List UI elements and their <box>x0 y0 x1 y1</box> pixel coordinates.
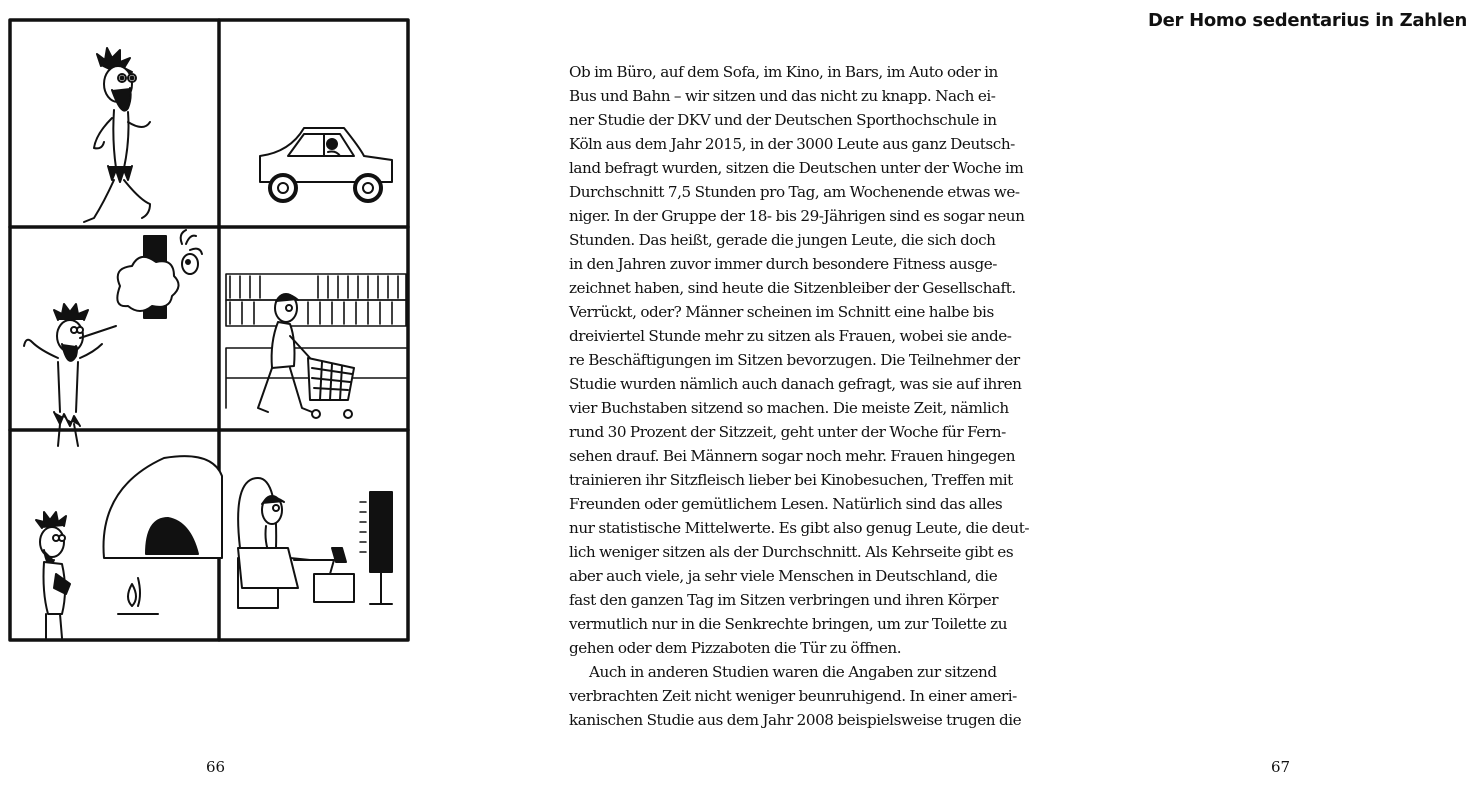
text-line: re Beschäftigungen im Sitzen bevorzugen. Die Teilnehmer der <box>569 351 1020 369</box>
text-line: verbrachten Zeit nicht weniger beunruhigend. In einer ameri- <box>569 687 1017 705</box>
text-line: Stunden. Das heißt, gerade die jungen Leute, die sich doch <box>569 231 996 249</box>
text-line: Freunden oder gemütlichem Lesen. Natürlich sind das alles <box>569 495 1003 513</box>
page-number-right: 67 <box>1271 758 1291 776</box>
text-line: sehen drauf. Bei Männern sogar noch mehr. Frauen hingegen <box>569 447 1016 465</box>
text-line: gehen oder dem Pizzaboten die Tür zu öffnen. <box>569 639 902 657</box>
comic-panel-caveman-hunting <box>24 230 202 446</box>
body-text <box>569 60 1030 732</box>
comic-panel-tv <box>238 478 392 608</box>
text-line: Verrückt, oder? Männer scheinen im Schnitt eine halbe bis <box>569 303 994 321</box>
text-line: dreiviertel Stunde mehr zu sitzen als Frauen, wobei sie ande- <box>569 327 1012 345</box>
comic-panel-cave <box>36 456 222 638</box>
left-page <box>0 0 500 800</box>
comic-illustration <box>8 18 410 642</box>
text-line: vermutlich nur in die Senkrechte bringen, um zur Toilette zu <box>569 615 1008 633</box>
text-line: trainieren ihr Sitzfleisch lieber bei Kinobesuchen, Treffen mit <box>569 471 1013 489</box>
text-line: zeichnet haben, sind heute die Sitzenbleiber der Gesellschaft. <box>569 279 1016 297</box>
section-heading: Der Homo sedentarius in Zahlen <box>1148 10 1467 31</box>
text-line: ner Studie der DKV und der Deutschen Sporthochschule in <box>569 111 997 129</box>
comic-panel-caveman-running <box>84 48 150 222</box>
text-line: nur statistische Mittelwerte. Es gibt also genug Leute, die deut- <box>569 519 1030 537</box>
text-line: Auch in anderen Studien waren die Angaben zur sitzend <box>589 663 997 681</box>
text-line: land befragt wurden, sitzen die Deutschen unter der Woche im <box>569 159 1024 177</box>
comic-panel-supermarket <box>226 274 406 418</box>
text-line: lich weniger sitzen als der Durchschnitt. Als Kehrseite gibt es <box>569 543 1014 561</box>
text-line: niger. In der Gruppe der 18- bis 29-Jährigen sind es sogar neun <box>569 207 1025 225</box>
comic-panel-car <box>260 128 392 201</box>
text-line: aber auch viele, ja sehr viele Menschen in Deutschland, die <box>569 567 998 585</box>
text-line: Köln aus dem Jahr 2015, in der 3000 Leute aus ganz Deutsch- <box>569 135 1015 153</box>
text-line: rund 30 Prozent der Sitzzeit, geht unter der Woche für Fern- <box>569 423 1006 441</box>
text-line: Studie wurden nämlich auch danach gefragt, was sie auf ihren <box>569 375 1022 393</box>
text-line: Ob im Büro, auf dem Sofa, im Kino, in Bars, im Auto oder in <box>569 63 998 81</box>
text-line: Durchschnitt 7,5 Stunden pro Tag, am Wochenende etwas we- <box>569 183 1020 201</box>
text-line: vier Buchstaben sitzend so machen. Die meiste Zeit, nämlich <box>569 399 1009 417</box>
text-line: fast den ganzen Tag im Sitzen verbringen und ihren Körper <box>569 591 999 609</box>
text-line: in den Jahren zuvor immer durch besondere Fitness ausge- <box>569 255 997 273</box>
text-line: kanischen Studie aus dem Jahr 2008 beispielsweise trugen die <box>569 711 1022 729</box>
page-number-left: 66 <box>206 758 226 776</box>
text-line: Bus und Bahn – wir sitzen und das nicht zu knapp. Nach ei- <box>569 87 996 105</box>
